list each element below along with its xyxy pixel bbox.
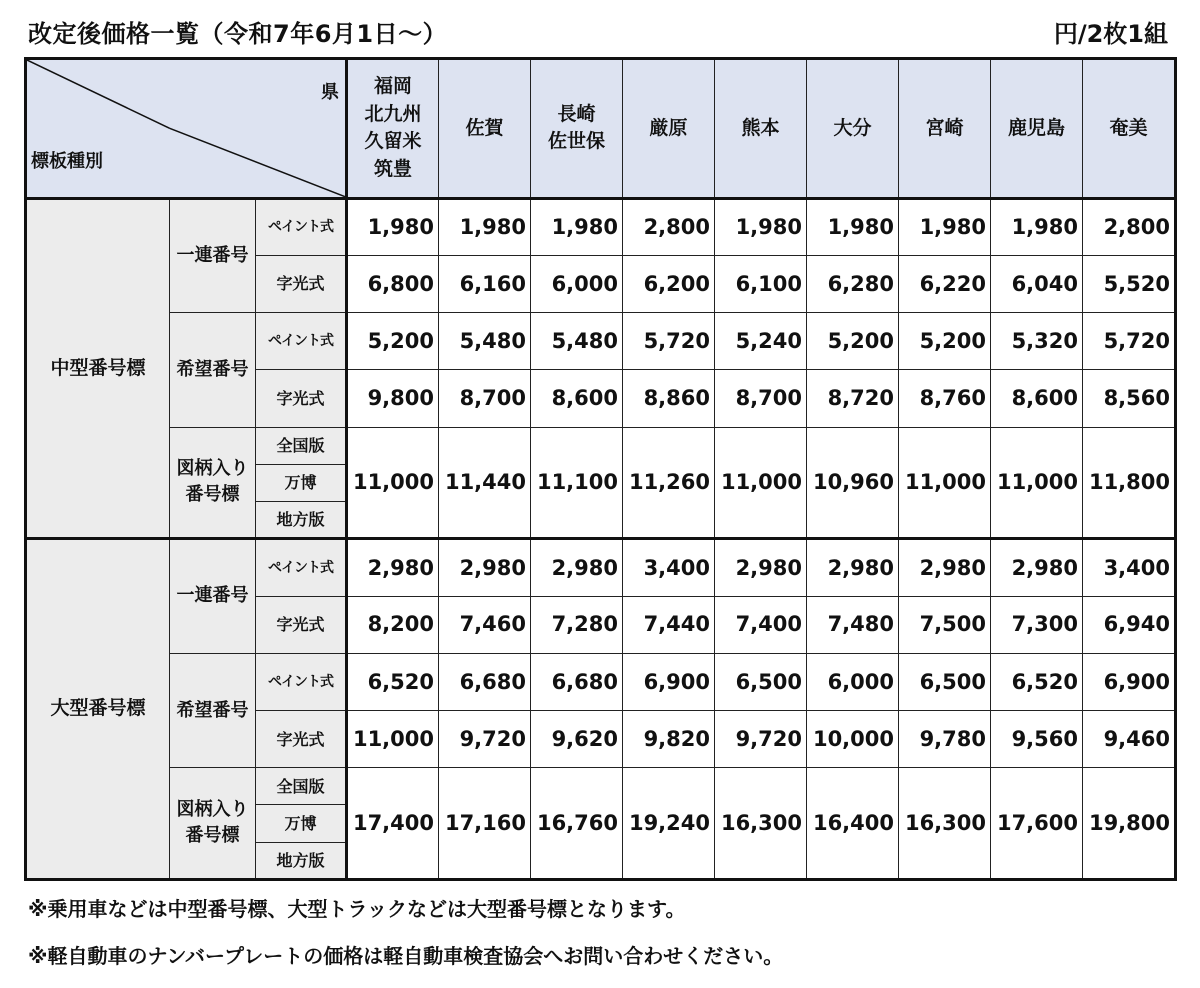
prefecture-label: 県 (321, 82, 339, 103)
national-edition-label: 全国版 (256, 768, 347, 805)
price-cell: 10,000 (807, 711, 899, 768)
price-cell: 6,000 (807, 653, 899, 710)
serial-number-label: 一連番号 (170, 198, 256, 313)
price-cell: 6,500 (899, 653, 991, 710)
header-row (26, 59, 1176, 199)
diagonal-header-cell (26, 59, 347, 199)
price-cell: 8,200 (347, 596, 439, 653)
light-type-label: 字光式 (256, 255, 347, 312)
price-cell: 9,560 (991, 711, 1083, 768)
table-row (26, 313, 1176, 370)
price-cell: 1,980 (807, 198, 899, 255)
wish-number-label: 希望番号 (170, 653, 256, 768)
price-cell: 5,480 (531, 313, 623, 370)
price-cell: 8,600 (531, 370, 623, 427)
price-cell: 16,400 (807, 768, 899, 880)
wish-number-label: 希望番号 (170, 313, 256, 428)
price-cell: 9,820 (623, 711, 715, 768)
light-type-label: 字光式 (256, 596, 347, 653)
price-cell: 9,800 (347, 370, 439, 427)
price-cell: 16,300 (899, 768, 991, 880)
price-cell: 17,600 (991, 768, 1083, 880)
price-cell: 7,480 (807, 596, 899, 653)
price-cell: 8,760 (899, 370, 991, 427)
price-cell: 9,780 (899, 711, 991, 768)
price-cell: 5,480 (439, 313, 531, 370)
price-cell: 6,900 (1083, 653, 1176, 710)
price-cell: 9,460 (1083, 711, 1176, 768)
price-cell: 19,800 (1083, 768, 1176, 880)
price-cell: 16,300 (715, 768, 807, 880)
price-cell: 1,980 (715, 198, 807, 255)
price-cell: 17,160 (439, 768, 531, 880)
price-cell: 6,940 (1083, 596, 1176, 653)
price-cell: 2,980 (807, 539, 899, 596)
price-cell: 3,400 (623, 539, 715, 596)
price-cell: 5,520 (1083, 255, 1176, 312)
city-header: 熊本 (715, 59, 807, 199)
price-cell: 6,800 (347, 255, 439, 312)
city-header: 佐賀 (439, 59, 531, 199)
page-title: 改定後価格一覧（令和7年6月1日～） (28, 20, 448, 48)
price-cell: 11,100 (531, 427, 623, 539)
paint-type-label: ペイント式 (256, 653, 347, 710)
price-cell: 11,260 (623, 427, 715, 539)
price-cell: 6,500 (715, 653, 807, 710)
price-cell: 5,200 (899, 313, 991, 370)
price-cell: 1,980 (899, 198, 991, 255)
price-cell: 1,980 (531, 198, 623, 255)
price-cell: 6,280 (807, 255, 899, 312)
price-cell: 9,720 (715, 711, 807, 768)
price-cell: 7,500 (899, 596, 991, 653)
price-cell: 2,800 (623, 198, 715, 255)
expo-edition-label: 万博 (256, 464, 347, 501)
large-plate-label: 大型番号標 (26, 539, 170, 880)
price-cell: 8,860 (623, 370, 715, 427)
local-edition-label: 地方版 (256, 842, 347, 879)
design-plate-label: 図柄入り 番号標 (170, 768, 256, 880)
price-cell: 5,200 (807, 313, 899, 370)
design-plate-label: 図柄入り 番号標 (170, 427, 256, 539)
table-row (26, 768, 1176, 805)
expo-edition-label: 万博 (256, 805, 347, 842)
local-edition-label: 地方版 (256, 502, 347, 539)
plate-kind-label: 標板種別 (31, 150, 103, 172)
price-cell: 9,620 (531, 711, 623, 768)
footnote: ※軽自動車のナンバープレートの価格は軽自動車検査協会へお問い合わせください。 (28, 944, 784, 968)
price-cell: 8,560 (1083, 370, 1176, 427)
price-cell: 1,980 (347, 198, 439, 255)
price-cell: 6,520 (347, 653, 439, 710)
price-unit: 円/2枚1組 (1053, 20, 1168, 48)
price-cell: 6,040 (991, 255, 1083, 312)
price-cell: 8,600 (991, 370, 1083, 427)
price-cell: 5,200 (347, 313, 439, 370)
price-cell: 16,760 (531, 768, 623, 880)
table-row (26, 653, 1176, 710)
table-row (26, 427, 1176, 464)
price-cell: 11,000 (715, 427, 807, 539)
price-cell: 6,220 (899, 255, 991, 312)
price-cell: 11,000 (347, 427, 439, 539)
city-header: 鹿児島 (991, 59, 1083, 199)
light-type-label: 字光式 (256, 711, 347, 768)
price-cell: 17,400 (347, 768, 439, 880)
price-cell: 7,440 (623, 596, 715, 653)
price-cell: 2,980 (439, 539, 531, 596)
price-cell: 6,100 (715, 255, 807, 312)
table-row (26, 198, 1176, 255)
price-cell: 5,240 (715, 313, 807, 370)
price-cell: 2,980 (347, 539, 439, 596)
city-header: 大分 (807, 59, 899, 199)
price-cell: 8,700 (439, 370, 531, 427)
price-cell: 6,000 (531, 255, 623, 312)
medium-plate-label: 中型番号標 (26, 198, 170, 539)
price-table (24, 57, 1177, 881)
price-cell: 2,800 (1083, 198, 1176, 255)
price-cell: 1,980 (991, 198, 1083, 255)
price-cell: 8,700 (715, 370, 807, 427)
price-cell: 6,680 (531, 653, 623, 710)
city-header: 奄美 (1083, 59, 1176, 199)
price-cell: 7,400 (715, 596, 807, 653)
price-cell: 5,720 (1083, 313, 1176, 370)
footnote: ※乗用車などは中型番号標、大型トラックなどは大型番号標となります。 (28, 897, 686, 921)
price-cell: 11,000 (991, 427, 1083, 539)
city-header: 福岡 北九州 久留米 筑豊 (347, 59, 439, 199)
price-cell: 7,300 (991, 596, 1083, 653)
price-cell: 3,400 (1083, 539, 1176, 596)
price-cell: 6,200 (623, 255, 715, 312)
price-cell: 11,440 (439, 427, 531, 539)
price-cell: 6,680 (439, 653, 531, 710)
price-cell: 9,720 (439, 711, 531, 768)
price-cell: 1,980 (439, 198, 531, 255)
price-cell: 2,980 (899, 539, 991, 596)
price-cell: 8,720 (807, 370, 899, 427)
price-cell: 11,000 (899, 427, 991, 539)
price-cell: 2,980 (531, 539, 623, 596)
city-header: 長崎 佐世保 (531, 59, 623, 199)
price-cell: 2,980 (991, 539, 1083, 596)
paint-type-label: ペイント式 (256, 198, 347, 255)
diagonal-line (27, 60, 345, 197)
price-cell: 5,320 (991, 313, 1083, 370)
light-type-label: 字光式 (256, 370, 347, 427)
price-cell: 10,960 (807, 427, 899, 539)
price-cell: 7,460 (439, 596, 531, 653)
city-header: 宮崎 (899, 59, 991, 199)
paint-type-label: ペイント式 (256, 539, 347, 596)
serial-number-label: 一連番号 (170, 539, 256, 654)
price-cell: 6,520 (991, 653, 1083, 710)
paint-type-label: ペイント式 (256, 313, 347, 370)
national-edition-label: 全国版 (256, 427, 347, 464)
price-cell: 11,800 (1083, 427, 1176, 539)
price-cell: 5,720 (623, 313, 715, 370)
price-cell: 2,980 (715, 539, 807, 596)
table-row (26, 539, 1176, 596)
price-cell: 6,160 (439, 255, 531, 312)
city-header: 厳原 (623, 59, 715, 199)
price-cell: 11,000 (347, 711, 439, 768)
price-cell: 6,900 (623, 653, 715, 710)
price-cell: 19,240 (623, 768, 715, 880)
price-cell: 7,280 (531, 596, 623, 653)
